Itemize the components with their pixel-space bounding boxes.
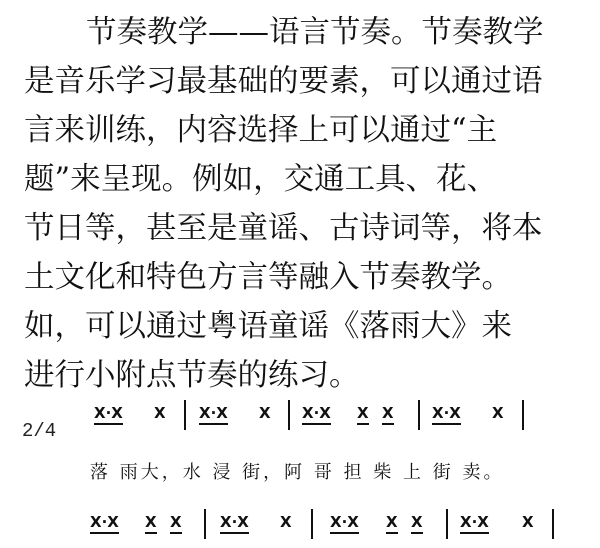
rhythm-note: X (382, 404, 394, 425)
paragraph-line: 土文化和特色方言等融入节奏教学。 (24, 260, 512, 295)
bar-line (184, 400, 186, 430)
body-paragraph (24, 8, 580, 400)
rhythm-note: X (357, 404, 369, 425)
lyrics-line: 落 雨大，水 浸 街，阿 哥 担 柴 上 街 卖。 (90, 462, 505, 483)
rhythm-note: X (522, 513, 534, 531)
time-signature: 2/4 (22, 420, 57, 442)
dotted-rhythm-note: X·X (220, 513, 249, 534)
bar-line (552, 509, 554, 539)
rhythm-note: X (259, 404, 271, 422)
paragraph-line: 题”来呈现。例如，交通工具、花、 (24, 162, 498, 197)
bar-line (311, 509, 313, 539)
paragraph-line: 节日等，甚至是童谣、古诗词等，将本 (24, 211, 543, 246)
rhythm-note: X (411, 513, 423, 534)
bar-line (522, 400, 524, 430)
bar-line (418, 400, 420, 430)
dotted-rhythm-note: X·X (330, 513, 359, 534)
dotted-rhythm-note: X·X (94, 404, 123, 425)
paragraph-line: 是音乐学习最基础的要素，可以通过语 (24, 64, 543, 99)
paragraph-line: 言来训练，内容选择上可以通过“主 (24, 113, 498, 148)
rhythm-note: X (145, 513, 157, 534)
bar-line (288, 400, 290, 430)
dotted-rhythm-note: X·X (90, 513, 119, 534)
paragraph-line: 节奏教学——语言节奏。节奏教学 (86, 15, 544, 50)
rhythm-note: X (280, 513, 292, 531)
rhythm-note: X (154, 404, 166, 422)
rhythm-note: X (492, 404, 504, 422)
dotted-rhythm-note: X·X (432, 404, 461, 425)
dotted-rhythm-note: X·X (302, 404, 331, 425)
rhythm-note: X (386, 513, 398, 534)
bar-line (446, 509, 448, 539)
dotted-rhythm-note: X·X (199, 404, 228, 425)
bar-line (204, 509, 206, 539)
paragraph-line: 进行小附点节奏的练习。 (24, 358, 360, 393)
paragraph-line: 如，可以通过粤语童谣《落雨大》来 (24, 309, 512, 344)
dotted-rhythm-note: X·X (460, 513, 489, 534)
rhythm-note: X (170, 513, 182, 534)
